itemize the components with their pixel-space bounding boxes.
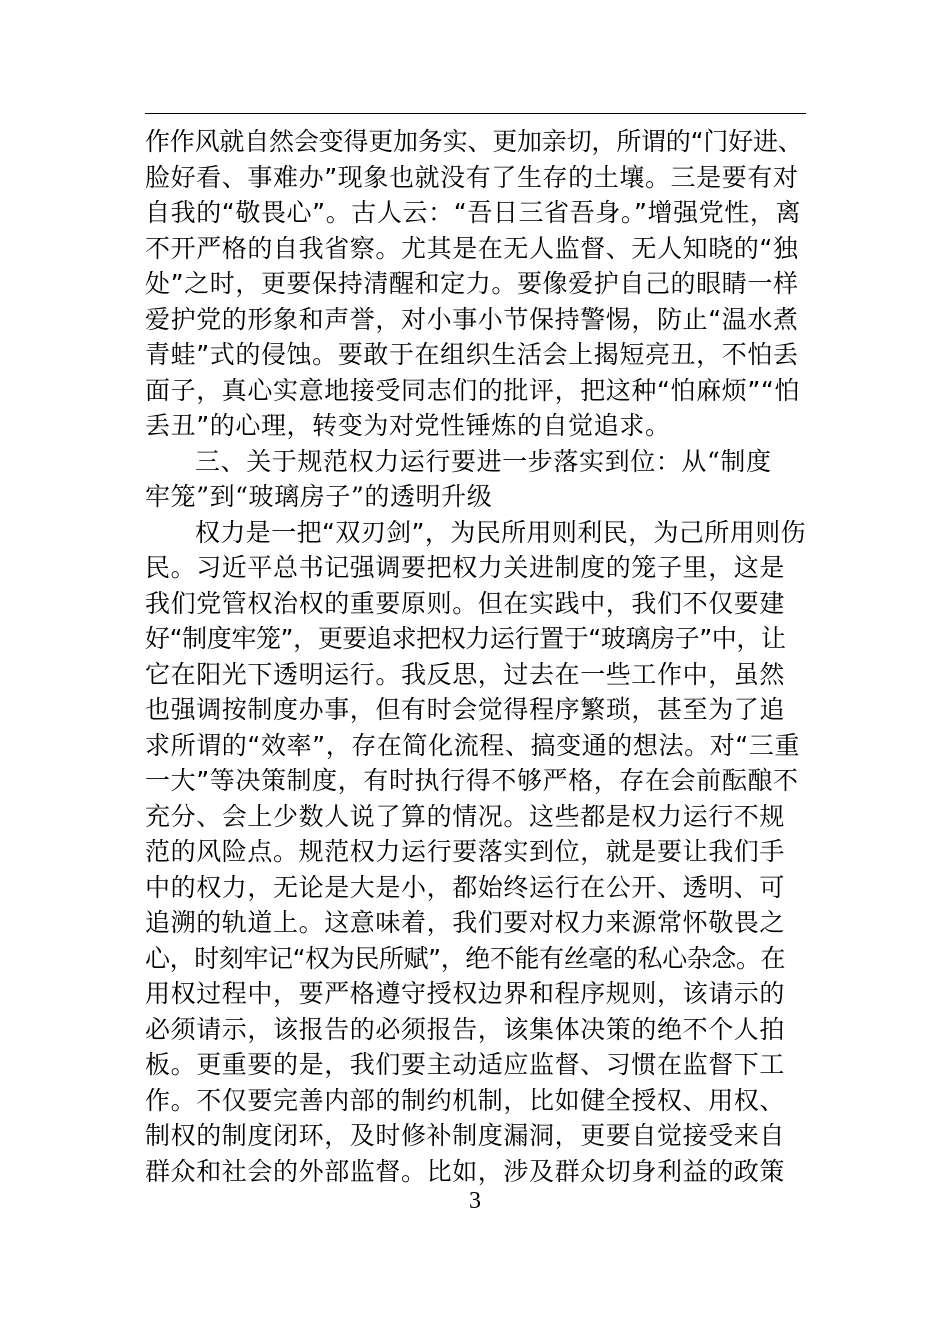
text-line: 丢丑”的心理，转变为对党性锤炼的自觉追求。: [145, 411, 671, 440]
text-line: 心，时刻牢记“权为民所赋”，绝不能有丝毫的私心杂念。在: [145, 943, 786, 973]
text-line: 青蛙”式的侵蚀。要敢于在组织生活会上揭短亮丑，不怕丢: [145, 340, 799, 369]
text-line: 追溯的轨道上。这意味着，我们要对权力来源常怀敬畏之: [145, 908, 786, 937]
text-line: 中的权力，无论是大是小，都始终运行在公开、透明、可: [145, 872, 786, 902]
text-line: 充分、会上少数人说了算的情况。这些都是权力运行不规: [145, 801, 786, 831]
text-line: 我们党管权治权的重要原则。但在实践中，我们不仅要建: [145, 588, 786, 618]
header-rule: [145, 113, 806, 114]
text-line: 范的风险点。规范权力运行要落实到位，就是要让我们手: [145, 837, 786, 866]
text-line: 群众和社会的外部监督。比如，涉及群众切身利益的政策: [145, 1156, 786, 1186]
text-line: 用权过程中，要严格遵守授权边界和程序规则，该请示的: [145, 979, 786, 1008]
text-line: 面子，真心实意地接受同志们的批评，把这种“怕麻烦”“怕: [145, 375, 801, 405]
text-line: 也强调按制度办事，但有时会觉得程序繁琐，甚至为了追: [145, 695, 786, 724]
body-text: [145, 124, 806, 1189]
text-line: 好“制度牢笼”，更要追求把权力运行置于“玻璃房子”中，让: [145, 624, 786, 653]
text-line: 作。不仅要完善内部的制约机制，比如健全授权、用权、: [145, 1085, 786, 1115]
section-heading-line: 三、关于规范权力运行要进一步落实到位：从“制度: [195, 446, 772, 476]
page-number: 3: [469, 1188, 481, 1214]
text-line: 制权的制度闭环，及时修补制度漏洞，更要自觉接受来自: [145, 1121, 786, 1150]
text-line: 作作风就自然会变得更加务实、更加亲切，所谓的“门好进、: [145, 127, 803, 156]
section-heading-line: 牢笼”到“玻璃房子”的透明升级: [145, 482, 493, 511]
text-line: 民。习近平总书记强调要把权力关进制度的笼子里，这是: [145, 553, 786, 582]
text-line: 它在阳光下透明运行。我反思，过去在一些工作中，虽然: [145, 659, 786, 689]
text-line: 求所谓的“效率”，存在简化流程、搞变通的想法。对“三重: [145, 730, 801, 760]
text-line: 自我的“敬畏心”。古人云：“吾日三省吾身。”增强党性，离: [145, 198, 802, 227]
text-line: 不开严格的自我省察。尤其是在无人监督、无人知晓的“独: [145, 233, 799, 263]
text-line: 板。更重要的是，我们要主动适应监督、习惯在监督下工: [145, 1050, 786, 1079]
text-line: 权力是一把“双刃剑”，为民所用则利民，为己所用则伤: [195, 517, 806, 547]
text-line: 必须请示，该报告的必须报告，该集体决策的绝不个人拍: [145, 1014, 786, 1044]
text-line: 一大”等决策制度，有时执行得不够严格，存在会前酝酿不: [145, 766, 799, 795]
text-line: 爱护党的形象和声誉，对小事小节保持警惕，防止“温水煮: [145, 304, 799, 334]
text-line: 脸好看、事难办”现象也就没有了生存的土壤。三是要有对: [145, 162, 799, 192]
text-line: 处”之时，更要保持清醒和定力。要像爱护自己的眼睛一样: [145, 269, 799, 298]
